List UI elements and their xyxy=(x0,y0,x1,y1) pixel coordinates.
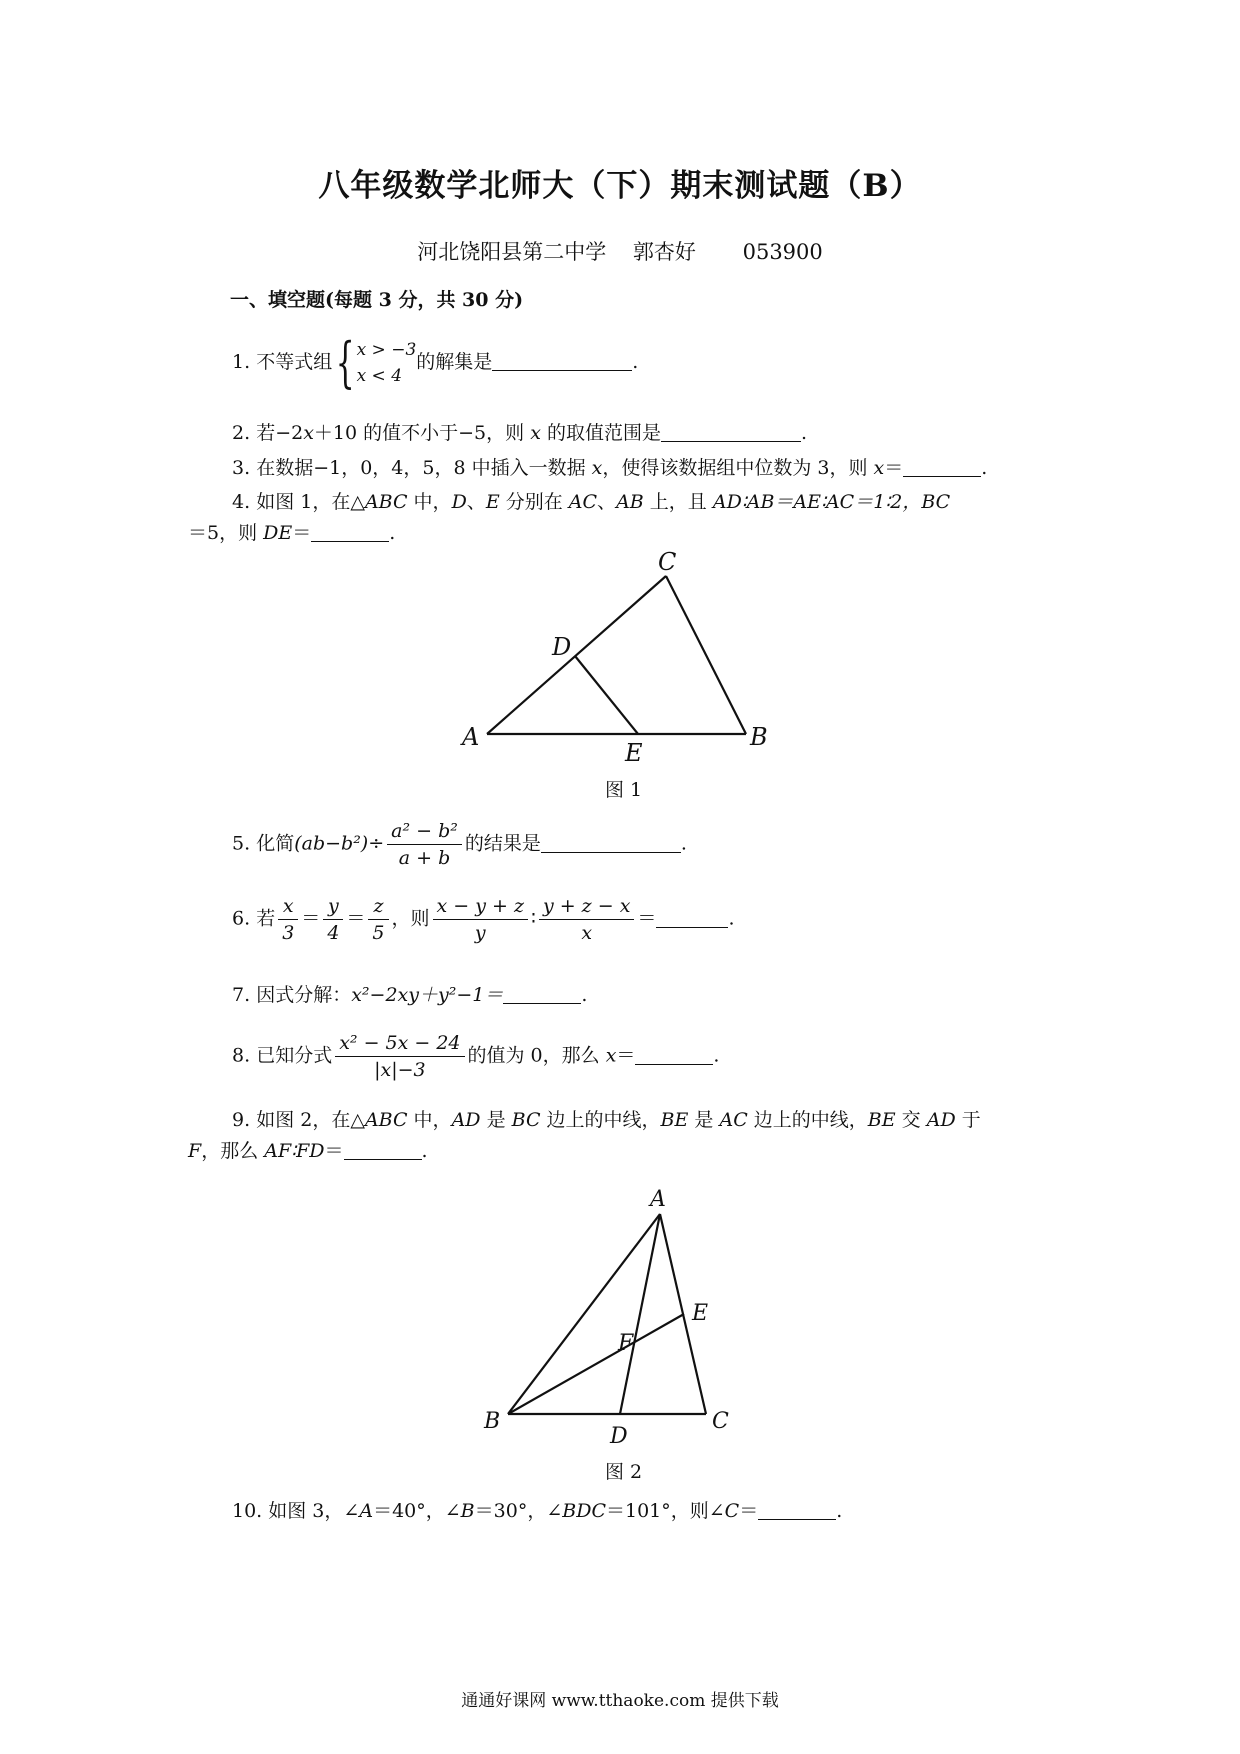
segment-label: BC xyxy=(921,491,951,513)
point-label-c: C xyxy=(658,548,677,576)
variable: x xyxy=(303,422,314,444)
author-code: 053900 xyxy=(742,240,823,264)
section-title: 一、填空题(每题 3 分，共 30 分) xyxy=(230,289,524,311)
author-line xyxy=(0,236,1240,266)
fraction-numerator: x² − 5x − 24 xyxy=(335,1030,464,1057)
question-number: 8. xyxy=(232,1044,251,1067)
segment-label: BE xyxy=(867,1109,896,1131)
variable: x xyxy=(591,457,603,479)
point-label-e: E xyxy=(692,1301,709,1326)
segment-ad xyxy=(620,1214,660,1414)
question-text: 的值为 0，那么 xyxy=(467,1044,606,1067)
question-text: 中， xyxy=(407,491,452,513)
segment-label: BC xyxy=(511,1109,541,1131)
separator: 、 xyxy=(597,491,617,513)
segment-label: AC xyxy=(568,491,598,513)
fraction xyxy=(335,1030,464,1083)
answer-blank[interactable] xyxy=(344,1141,422,1160)
question-text: 若 xyxy=(256,907,276,930)
segment-label: AD xyxy=(926,1109,956,1131)
segment-de xyxy=(575,656,638,734)
fraction-denominator: y xyxy=(474,922,486,944)
variable: x xyxy=(530,422,541,444)
question-3: 3. 在数据−1，0，4，5，8 中插入一数据 x，使得该数据组中位数为 3，则 x＝ . xyxy=(232,457,988,479)
brace-symbol: { xyxy=(335,331,355,394)
triangle-name: ABC xyxy=(364,491,408,513)
answer-blank[interactable] xyxy=(492,352,632,371)
point-label-b: B xyxy=(750,723,768,751)
question-number: 6. xyxy=(232,907,251,930)
question-number: 10. xyxy=(232,1500,263,1522)
question-text: 边上的中线， xyxy=(540,1109,661,1131)
figure-2-caption: 图 2 xyxy=(605,1461,643,1483)
figure-2-triangle xyxy=(470,1180,770,1450)
question-number: 3. xyxy=(232,457,251,479)
point-label-f: F xyxy=(618,1331,634,1356)
question-text: ＝ xyxy=(739,1500,759,1522)
question-text: 上，且 xyxy=(643,491,713,513)
point-label-b: B xyxy=(484,1409,501,1434)
point-label-d: D xyxy=(610,1424,628,1449)
equals-sign: ＝ xyxy=(324,1140,344,1162)
question-text: 不等式组 xyxy=(256,351,333,373)
question-text: 是 xyxy=(480,1109,512,1131)
question-text: ＝40°，∠ xyxy=(373,1500,461,1522)
question-text: ，使得该数据组中位数为 3，则 xyxy=(602,457,874,479)
equals-sign: ＝ xyxy=(616,1044,636,1067)
point-label-d: D xyxy=(552,633,572,661)
question-number: 7. xyxy=(232,984,251,1006)
question-text: 在数据−1，0，4，5，8 中插入一数据 xyxy=(256,457,592,479)
ratio-expression: AD∶AB＝AE∶AC＝1∶2， xyxy=(712,491,922,513)
equals-sign: ＝ xyxy=(292,522,312,544)
fraction xyxy=(323,893,343,946)
fraction-numerator: y + z − x xyxy=(539,893,634,920)
fraction xyxy=(368,893,388,946)
variable: x xyxy=(873,457,885,479)
expression: (ab−b²)÷ xyxy=(294,832,385,855)
angle-label: C xyxy=(724,1500,740,1522)
figure-1-triangle xyxy=(440,540,800,770)
question-number: 2. xyxy=(232,422,251,444)
question-text: 是 xyxy=(688,1109,720,1131)
segment-label: DE xyxy=(263,522,293,544)
answer-blank[interactable] xyxy=(635,1046,713,1065)
answer-blank[interactable] xyxy=(758,1501,836,1520)
question-10: 10. 如图 3，∠A＝40°，∠B＝30°，∠BDC＝101°，则∠C＝ . xyxy=(232,1500,843,1522)
question-text: 若−2 xyxy=(256,422,304,444)
answer-blank[interactable] xyxy=(541,834,681,853)
question-text: ＝ xyxy=(884,457,904,479)
page-title: 八年级数学北师大（下）期末测试题（B） xyxy=(318,168,922,204)
question-text: ，则 xyxy=(391,907,430,930)
question-text: 于 xyxy=(955,1109,981,1131)
question-text: 的取值范围是 xyxy=(540,422,661,444)
question-text: 因式分解： xyxy=(256,984,352,1006)
inequality-line-2: x < 4 xyxy=(356,366,403,386)
segment-label: AC xyxy=(719,1109,748,1131)
fraction xyxy=(433,893,528,946)
question-7: 7. 因式分解：x²−2xy＋y²−1＝ . xyxy=(232,984,588,1006)
segment-label: AB xyxy=(616,491,644,513)
segment-ab xyxy=(508,1214,660,1414)
figure-1-caption: 图 1 xyxy=(605,779,643,801)
fraction-denominator: a + b xyxy=(398,847,451,869)
question-4-continued: ＝5，则 DE＝ . xyxy=(188,522,396,544)
fraction-denominator: x xyxy=(581,922,593,944)
question-text: ＝101°，则∠ xyxy=(605,1500,725,1522)
answer-blank[interactable] xyxy=(656,909,728,928)
question-text: 分别在 xyxy=(499,491,569,513)
angle-label: BDC xyxy=(562,1500,606,1522)
question-5: 5. 化简(ab−b²)÷ $\frac{\text{a² − b²}}{a + b}$ 的结果是 . xyxy=(232,820,687,869)
question-text: 的解集是 xyxy=(416,351,493,373)
question-2: 2. 若−2x＋10 的值不小于−5，则 x 的取值范围是 . xyxy=(232,422,807,444)
question-number: 5. xyxy=(232,832,251,855)
question-text: ＝30°，∠ xyxy=(474,1500,563,1522)
question-text: 中， xyxy=(407,1109,452,1131)
segment-label: AD xyxy=(451,1109,481,1131)
question-number: 9. xyxy=(232,1109,251,1131)
author-school: 河北饶阳县第二中学 xyxy=(417,240,607,264)
inequality-line-1: x > −3 xyxy=(356,340,417,360)
question-8: 8. 已知分式 $\frac{\text{x² − 5x − 24}}{|x|-3}$ 的值为 0，那么 x＝ . xyxy=(232,1032,720,1081)
question-text: 如图 3，∠ xyxy=(268,1500,360,1522)
ratio-sign: ∶ xyxy=(531,907,536,930)
segment-ac xyxy=(487,576,666,734)
fraction-numerator: y xyxy=(323,893,343,920)
question-text: 已知分式 xyxy=(256,1044,333,1067)
question-text: 交 xyxy=(895,1109,927,1131)
expression: x²−2xy＋y²−1＝ xyxy=(351,984,504,1006)
equals-sign: ＝ xyxy=(637,907,657,930)
segment-cb xyxy=(666,576,746,734)
question-text: ，那么 xyxy=(201,1140,265,1162)
fraction xyxy=(278,893,298,946)
question-9 xyxy=(232,1105,981,1132)
point-label: E xyxy=(485,491,500,513)
answer-blank[interactable] xyxy=(661,423,801,442)
point-label: D xyxy=(451,491,467,513)
segment-be xyxy=(508,1314,684,1414)
separator: 、 xyxy=(466,491,486,513)
angle-label: B xyxy=(460,1500,475,1522)
answer-blank[interactable] xyxy=(903,458,981,477)
point-label-e: E xyxy=(625,739,643,767)
point-label-a: A xyxy=(650,1187,666,1212)
angle-label: A xyxy=(359,1500,374,1522)
ratio-expression: AF∶FD xyxy=(264,1140,325,1162)
fraction-numerator: z xyxy=(368,893,388,920)
question-number: 4. xyxy=(232,491,251,513)
segment-label: BE xyxy=(660,1109,689,1131)
footer-text: 通通好课网 www.tthaoke.com 提供下载 xyxy=(461,1691,779,1711)
fraction-numerator: x xyxy=(278,893,298,920)
question-4 xyxy=(232,487,950,514)
point-label-a: A xyxy=(462,723,480,751)
question-6: 6. 若 $\frac{x}{3}$ ＝ $\frac{y}{4}$ ＝ $\frac{z}{5}$ ，则 $\frac{x - y + z}{y}$ ∶ $\frac{y + z - x}{x}$ ＝ . xyxy=(232,895,735,944)
fraction xyxy=(539,893,634,946)
question-text: 如图 2，在△ xyxy=(256,1109,365,1131)
question-9-continued: F，那么 AF∶FD＝ . xyxy=(188,1140,428,1162)
point-label-c: C xyxy=(712,1409,729,1434)
fraction-numerator: x − y + z xyxy=(433,893,528,920)
point-label: F xyxy=(188,1140,202,1162)
triangle-name: ABC xyxy=(364,1109,408,1131)
answer-blank[interactable] xyxy=(503,985,581,1004)
question-text: 如图 1，在△ xyxy=(256,491,365,513)
fraction-denominator: 4 xyxy=(327,922,340,944)
fraction-denominator: 5 xyxy=(372,922,385,944)
question-text: ＝5，则 xyxy=(188,522,264,544)
variable: x xyxy=(605,1044,617,1067)
inequality-system xyxy=(357,337,417,389)
question-text: ＋10 的值不小于−5，则 xyxy=(313,422,531,444)
question-1: 1. 不等式组{ x > −3 x < 4 的解集是 . xyxy=(232,331,639,394)
question-text: 化简 xyxy=(256,832,295,855)
answer-blank[interactable] xyxy=(311,523,389,542)
author-name: 郭杏好 xyxy=(632,240,696,264)
question-text: 的结果是 xyxy=(464,832,541,855)
fraction-denominator: |x|−3 xyxy=(374,1059,426,1081)
fraction-numerator: a² − b² xyxy=(387,818,462,845)
question-number: 1. xyxy=(232,351,251,373)
fraction-denominator: 3 xyxy=(282,922,295,944)
fraction xyxy=(387,818,462,871)
question-text: 边上的中线， xyxy=(747,1109,868,1131)
